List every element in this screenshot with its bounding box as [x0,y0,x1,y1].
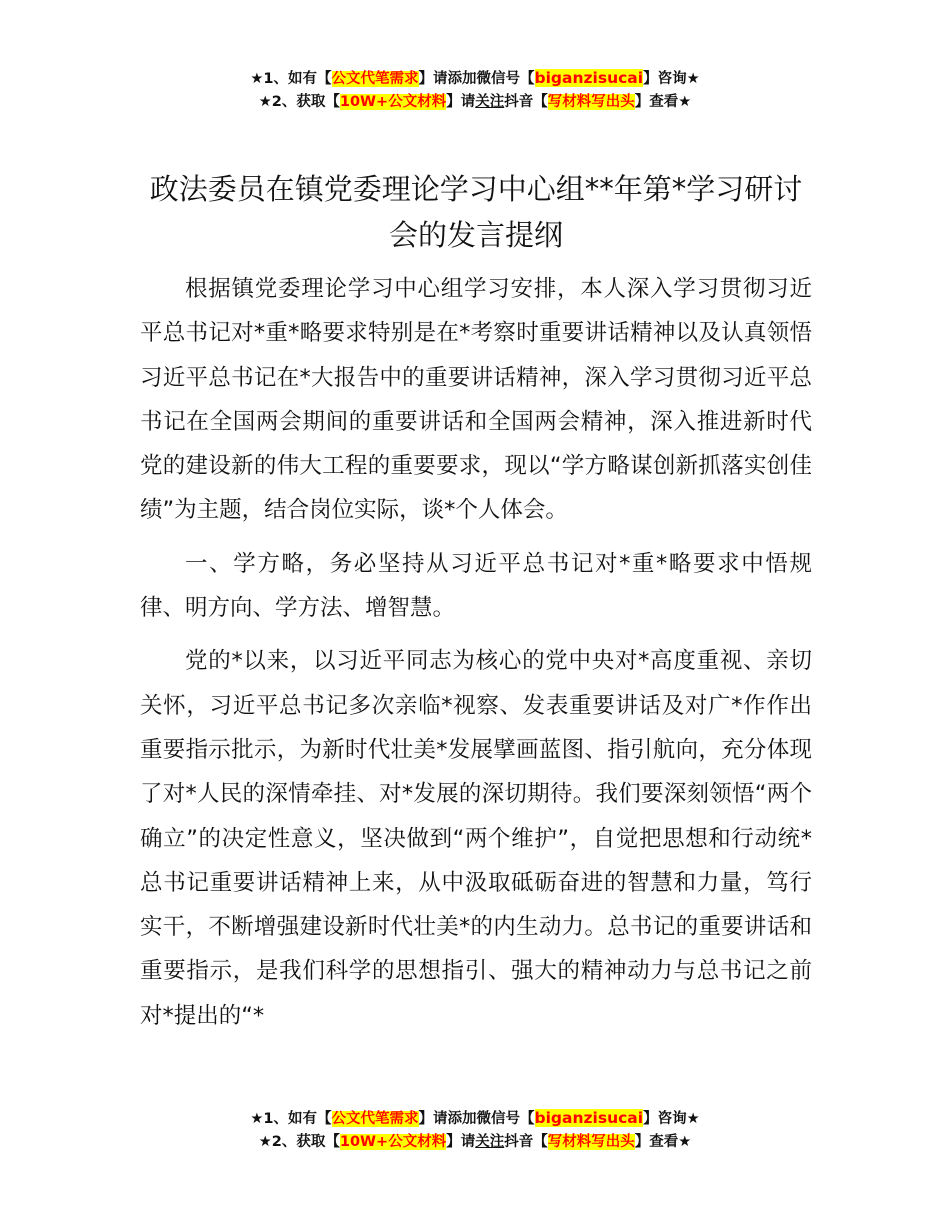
footer-promo-banner [0,1107,950,1154]
promo-line-1 [0,67,950,91]
promo-highlight: 公文代笔需求 [331,1111,419,1127]
promo-wechat-id: biganzisucai [534,69,644,87]
promo-text: 】请添加微信号【 [418,1111,535,1127]
promo-text: ★1、如有【 [250,71,332,87]
body-paragraph: 根据镇党委理论学习中心组学习安排，本人深入学习贯彻习近平总书记对*重*略要求特别是在*考察时重要讲话精神以及认真领悟习近平总书记在*大报告中的重要讲话精神，深入学习贯彻习近平总书记在全国两会期间的重要讲话和全国两会精神，深入推进新时代党的建设新的伟大工程的重要要求，现以“学方略谋创新抓落实创佳绩”为主题，结合岗位实际，谈*个人体会。 [140,276,812,524]
promo-text: 抖音【 [504,1134,548,1150]
promo-line-2 [0,1131,950,1154]
header-promo-banner [0,67,950,114]
promo-highlight: 写材料写出头 [547,1134,635,1150]
promo-wechat-id: biganzisucai [534,1109,644,1127]
promo-text: 】查看★ [634,94,692,110]
promo-text: ★1、如有【 [250,1111,332,1127]
promo-text: 】请 [446,94,476,110]
promo-highlight: 10W+公文材料 [339,1134,447,1150]
body-paragraph: 党的*以来，以习近平同志为核心的党中央对*高度重视、亲切关怀，习近平总书记多次亲临*视察、发表重要讲话及对广*作作出重要指示批示，为新时代壮美*发展擘画蓝图、指引航向，充分体现了对*人民的深情牵挂、对*发展的深切期待。我们要深刻领悟“两个确立”的决定性意义，坚决做到“两个维护”，自觉把思想和行动统*总书记重要讲话精神上来，从中汲取砥砺奋进的智慧和力量，笃行实干，不断增强建设新时代壮美*的内生动力。总书记的重要讲话和重要指示，是我们科学的思想指引、强大的精神动力与总书记之前对*提出的“* [140,648,812,1029]
promo-underlined: 关注 [475,1134,505,1150]
promo-text: 抖音【 [504,94,548,110]
document-title: 政法委员在镇党委理论学习中心组**年第*学习研讨会的发言提纲 [149,172,803,252]
promo-text: 】查看★ [634,1134,692,1150]
promo-text: 】咨询★ [643,1111,700,1127]
body-paragraph: 一、学方略，务必坚持从习近平总书记对*重*略要求中悟规律、明方向、学方法、增智慧。 [140,550,812,622]
promo-text: 】咨询★ [643,71,700,87]
document-body [140,267,812,1047]
promo-text: ★2、获取【 [258,1134,340,1150]
promo-highlight: 写材料写出头 [547,94,635,110]
promo-underlined: 关注 [475,94,505,110]
promo-text: ★2、获取【 [258,94,340,110]
promo-text: 】请添加微信号【 [418,71,535,87]
promo-highlight: 10W+公文材料 [339,94,447,110]
promo-line-1 [0,1107,950,1131]
promo-line-2 [0,91,950,114]
promo-highlight: 公文代笔需求 [331,71,419,87]
promo-text: 】请 [446,1134,476,1150]
